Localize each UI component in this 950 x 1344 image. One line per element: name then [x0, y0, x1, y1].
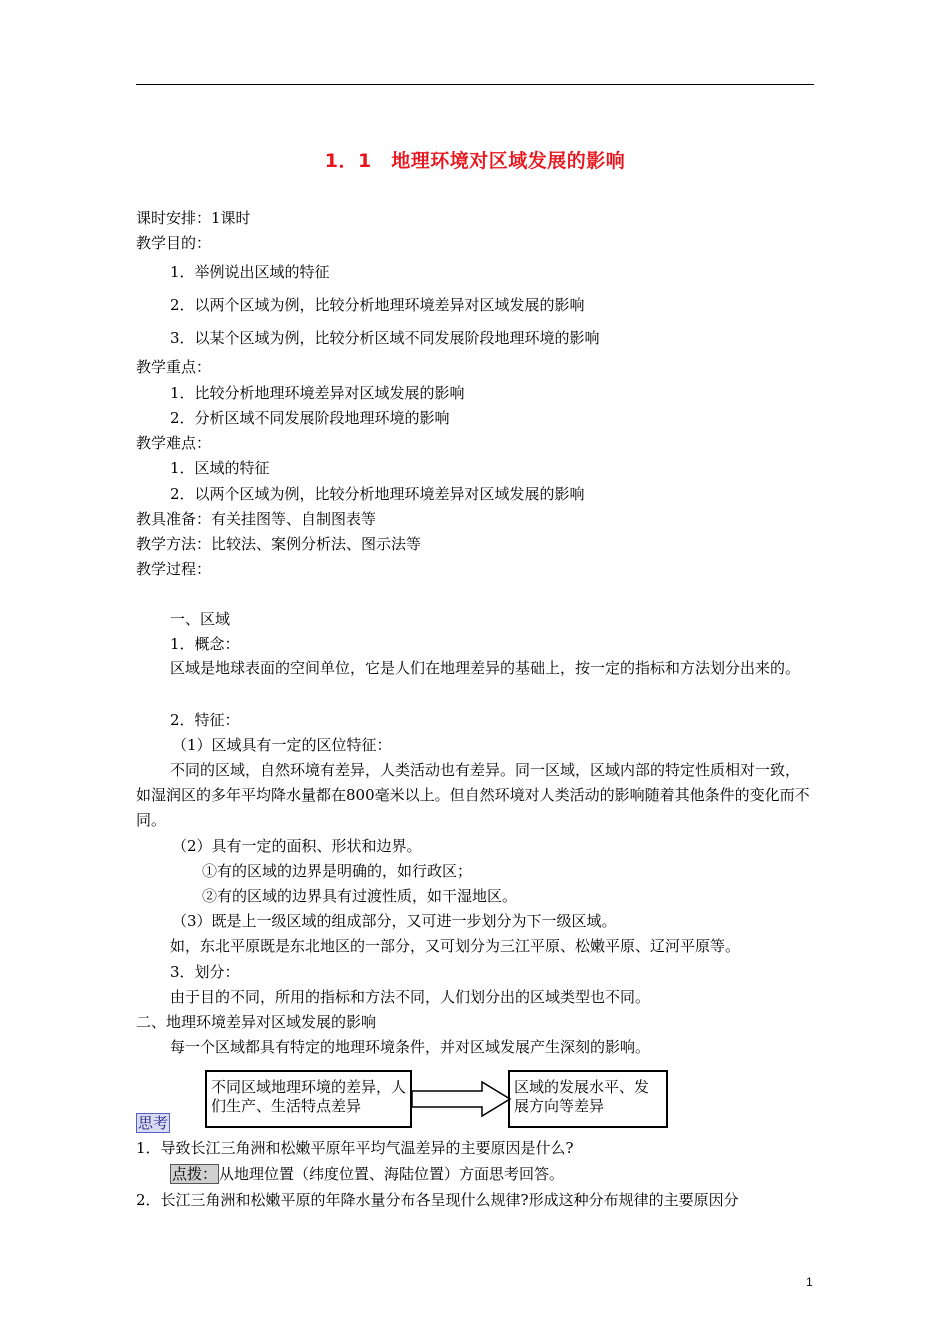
schedule-line: 课时安排：1课时: [136, 209, 251, 227]
feature-label: 2．特征：: [170, 711, 240, 729]
header-rule: [136, 84, 814, 85]
section2-intro: 每一个区域都具有特定的地理环境条件，并对区域发展产生深刻的影响。: [170, 1038, 651, 1056]
concept-text: 区域是地球表面的空间单位，它是人们在地理差异的基础上，按一定的指标和方法划分出来的。: [170, 659, 801, 677]
section2-heading: 二、地理环境差异对区域发展的影响: [136, 1013, 377, 1031]
section1-heading: 一、区域: [170, 610, 231, 628]
objective-2: 2．以两个区域为例，比较分析地理环境差异对区域发展的影响: [170, 296, 585, 314]
teaching-aids: 教具准备：有关挂图等、自制图表等: [136, 510, 377, 528]
division-text: 由于目的不同，所用的指标和方法不同，人们划分出的区域类型也不同。: [170, 988, 651, 1006]
difficulty-2: 2．以两个区域为例，比较分析地理环境差异对区域发展的影响: [170, 485, 585, 503]
question-2: 2．长江三角洲和松嫩平原的年降水量分布各呈现什么规律?形成这种分布规律的主要原因分: [136, 1191, 739, 1209]
teaching-methods: 教学方法：比较法、案例分析法、图示法等: [136, 535, 422, 553]
key-point-1: 1．比较分析地理环境差异对区域发展的影响: [170, 384, 465, 402]
feature-3: （3）既是上一级区域的组成部分，又可进一步划分为下一级区域。: [172, 912, 617, 930]
feature-1-text: 不同的区域，自然环境有差异，人类活动也有差异。同一区域，区域内部的特定性质相对一致，如湿润区的多年平均降水量都在800毫米以上。但自然环境对人类活动的影响随着其他条件的变化而不同。: [136, 761, 810, 829]
objective-3: 3．以某个区域为例，比较分析区域不同发展阶段地理环境的影响: [170, 329, 600, 347]
teaching-process-label: 教学过程：: [136, 560, 212, 578]
think-label: 思考: [138, 1114, 169, 1132]
feature-3-text: 如，东北平原既是东北地区的一部分，又可划分为三江平原、松嫩平原、辽河平原等。: [170, 937, 741, 955]
concept-label: 1．概念：: [170, 635, 240, 653]
difficulty-1: 1．区域的特征: [170, 459, 270, 477]
difficulties-label: 教学难点：: [136, 434, 212, 452]
page-title: 1．1 地理环境对区域发展的影响: [324, 150, 626, 172]
objective-1: 1．举例说出区域的特征: [170, 263, 330, 281]
diagram-box-left: 不同区域地理环境的差异，人们生产、生活特点差异: [205, 1070, 412, 1128]
diagram-arrow: [410, 1080, 512, 1118]
objectives-label: 教学目的：: [136, 234, 212, 252]
hint-tag: 点拨：: [172, 1165, 218, 1183]
question-1: 1．导致长江三角洲和松嫩平原年平均气温差异的主要原因是什么?: [136, 1139, 574, 1157]
feature-1: （1）区域具有一定的区位特征：: [172, 736, 392, 754]
hint-1-line: [170, 1164, 564, 1184]
feature-2: （2）具有一定的面积、形状和边界。: [172, 837, 422, 855]
feature-2-b: ②有的区域的边界具有过渡性质，如干湿地区。: [202, 887, 518, 905]
hint-1-text: 从地理位置（纬度位置、海陆位置）方面思考回答。: [219, 1165, 565, 1183]
diagram-box-right: 区域的发展水平、发展方向等差异: [508, 1070, 668, 1128]
think-tag: [136, 1113, 170, 1133]
division-label: 3．划分：: [170, 963, 240, 981]
key-point-2: 2．分析区域不同发展阶段地理环境的影响: [170, 409, 450, 427]
page-number: 1: [806, 1275, 813, 1289]
feature-2-a: ①有的区域的边界是明确的，如行政区；: [202, 862, 473, 880]
key-points-label: 教学重点：: [136, 358, 212, 376]
